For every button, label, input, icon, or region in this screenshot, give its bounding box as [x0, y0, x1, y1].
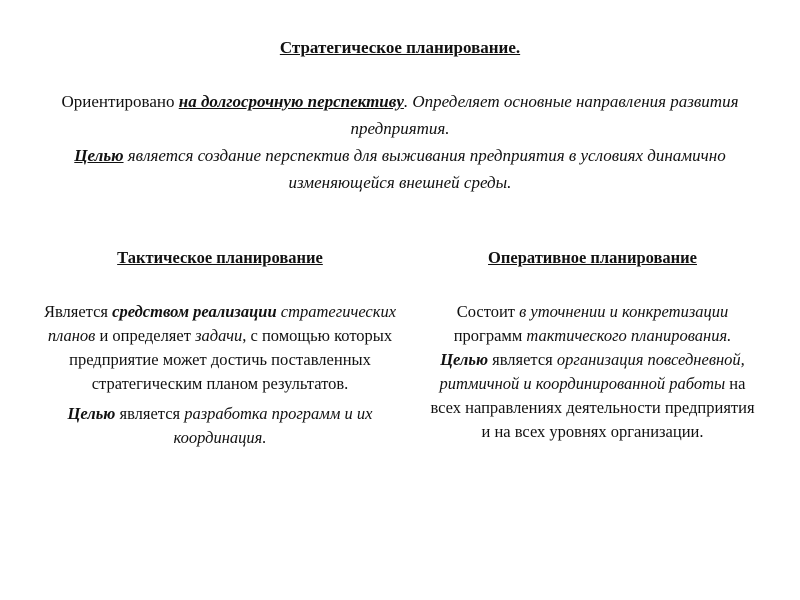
- intro-p1-rest: . Определяет основные направления развития предприятия.: [350, 92, 739, 138]
- tactical-p2-b: является: [115, 404, 185, 423]
- operational-paragraph-1: [425, 300, 760, 348]
- tactical-p1-a: Является: [43, 302, 113, 321]
- strategic-paragraph-2: [40, 142, 760, 196]
- tactical-goal-label: Целью: [67, 404, 116, 423]
- tactical-paragraph-1: [40, 300, 400, 396]
- operational-p2-d: на всех направлениях деятельности предприятия и на всех уровнях организации.: [430, 374, 755, 441]
- tactical-p1-d: и определяет: [95, 326, 196, 345]
- tactical-paragraph-2: [40, 402, 400, 450]
- operational-p2-b: является: [488, 350, 557, 369]
- operational-paragraph-2: [425, 348, 760, 444]
- operational-planning-column: [425, 246, 760, 444]
- tactical-planning-column: [40, 246, 400, 450]
- intro-p1-text: Ориентировано: [61, 92, 179, 111]
- intro-goal-text: является создание перспектив для выживания предприятия в условиях динамично изменяющейся внешней среды.: [123, 146, 726, 192]
- tactical-p1-c: стратегических планов: [47, 302, 397, 345]
- tactical-planning-heading: Тактическое планирование: [117, 248, 323, 267]
- intro-p1-emphasis: на долгосрочную перспективу: [178, 92, 404, 111]
- operational-goal-label: Целью: [440, 350, 488, 369]
- tactical-p1-f: , с помощью которых предприятие может достичь поставленных стратегическим планом результатов.: [69, 326, 393, 393]
- operational-p2-c: организация повседневной, ритмичной и координированной работы: [439, 350, 745, 393]
- operational-p1-a: Состоит: [456, 302, 520, 321]
- strategic-planning-title: Стратегическое планирование.: [279, 38, 521, 57]
- tactical-p2-c: разработка программ и их координация.: [173, 404, 373, 447]
- operational-p1-b: в уточнении и конкретизации: [519, 302, 729, 321]
- tactical-p1-b: средством реализации: [112, 302, 277, 321]
- strategic-planning-description: [40, 88, 760, 196]
- intro-goal-label: Целью: [74, 146, 124, 165]
- strategic-paragraph-1: [40, 88, 760, 142]
- operational-planning-heading: Оперативное планирование: [488, 248, 697, 267]
- operational-p1-d: тактического планирования.: [526, 326, 732, 345]
- operational-p1-c: программ: [453, 326, 527, 345]
- tactical-p1-e: задачи: [195, 326, 243, 345]
